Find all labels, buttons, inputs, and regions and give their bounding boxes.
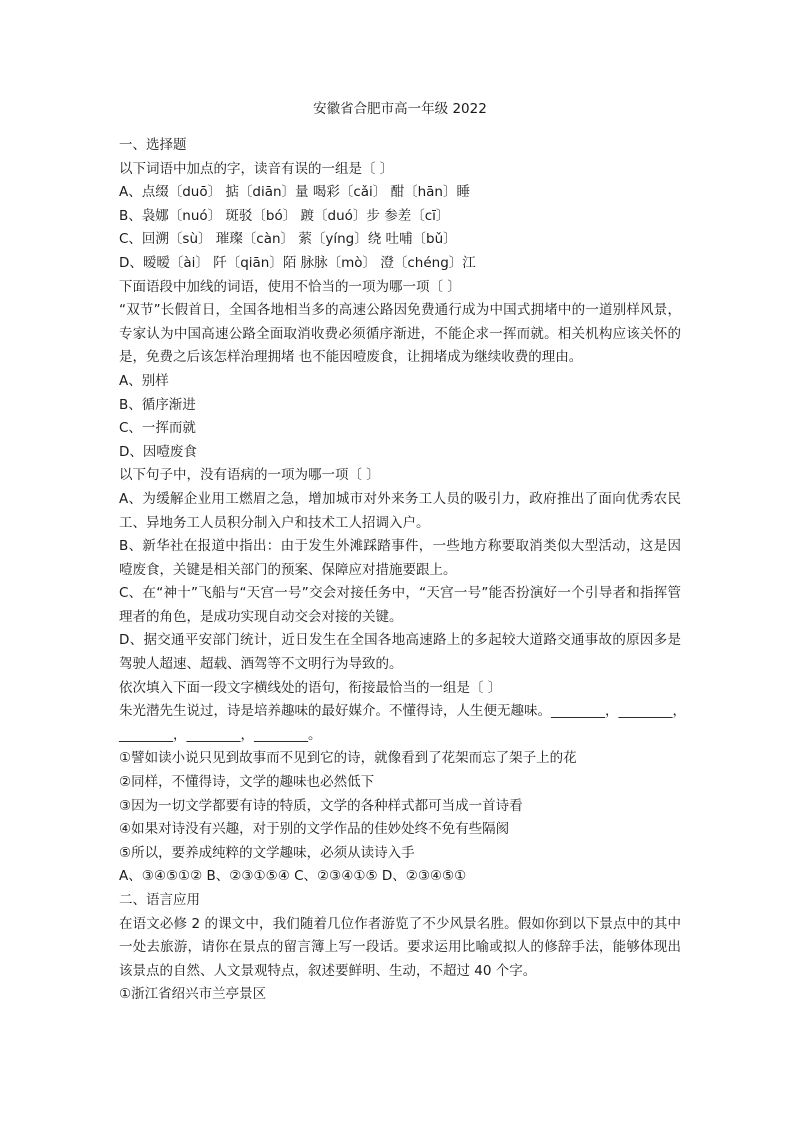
text-paragraph: “双节”长假首日，全国各地相当多的高速公路因免费通行成为中国式拥堵中的一道别样风景，专家认为中国高速公路全面取消收费必须循序渐进，不能企求一挥而就。相关机构应该关怀的是，免费之后该怎样治理拥堵 也不能因噎废食，让拥堵成为继续收费的理由。: [119, 302, 681, 366]
text-line: 依次填入下面一段文字横线处的语句，衔接最恰当的一组是〔 〕: [119, 679, 502, 696]
document-title: 安徽省合肥市高一年级 2022: [313, 101, 487, 117]
text-line: ③因为一切文学都要有诗的特质，文学的各种样式都可当成一首诗看: [119, 797, 523, 814]
text-line: D、暧暧〔ài〕 阡〔qiān〕陌 脉脉〔mò〕 澄〔chéng〕江: [119, 254, 476, 271]
text-line: B、袅娜〔nuó〕 斑驳〔bó〕 踱〔duó〕步 参差〔cī〕: [119, 207, 450, 224]
text-line: C、回溯〔sù〕 璀璨〔càn〕 萦〔yíng〕绕 吐哺〔bǔ〕: [119, 231, 457, 248]
text-line: ________，________，________。: [119, 726, 322, 743]
text-line: ①譬如读小说只见到故事而不见到它的诗，就像看到了花架而忘了架子上的花: [119, 750, 577, 767]
text-paragraph: A、为缓解企业用工燃眉之急，增加城市对外来务工人员的吸引力，政府推出了面向优秀农民工、异地务工人员积分制入户和技术工人招调入户。: [119, 490, 681, 531]
text-line: 一、选择题: [119, 137, 187, 153]
text-line: B、循序渐进: [119, 396, 196, 413]
text-line: A、别样: [119, 372, 169, 389]
text-line: ①浙江省绍兴市兰亭景区: [119, 986, 267, 1003]
text-line: C、一挥而就: [119, 420, 196, 437]
document-body: [119, 134, 686, 1007]
text-line: A、③④⑤①② B、②③①⑤④ C、②③④①⑤ D、②③④⑤①: [119, 868, 467, 885]
text-line: A、点缀〔duō〕 掂〔diān〕量 喝彩〔cǎi〕 酣〔hān〕睡: [119, 184, 470, 201]
text-line: ④如果对诗没有兴趣，对于别的文学作品的佳妙处终不免有些隔阂: [119, 821, 510, 838]
text-paragraph: C、在“神十”飞船与“天宫一号”交会对接任务中，“天宫一号”能否扮演好一个引导者和指挥管理者的角色，是成功实现自动交会对接的关键。: [119, 585, 681, 625]
text-line: 以下词语中加点的字，读音有误的一组是〔 〕: [119, 160, 394, 177]
text-line: 二、语言应用: [119, 892, 200, 908]
text-line: 以下句子中，没有语病的一项为哪一项〔 〕: [119, 467, 380, 484]
text-paragraph: D、据交通平安部门统计，近日发生在全国各地高速路上的多起较大道路交通事故的原因多是驾驶人超速、超载、酒驾等不文明行为导致的。: [119, 632, 681, 673]
text-line: ②同样，不懂得诗，文学的趣味也必然低下: [119, 774, 375, 791]
text-line: ⑤所以，要养成纯粹的文学趣味，必须从读诗入手: [119, 844, 415, 861]
text-line: 朱光潜先生说过，诗是培养趣味的最好媒介。不懂得诗，人生便无趣味。________，________，: [119, 703, 686, 720]
text-paragraph: 在语文必修 2 的课文中，我们随着几位作者游览了不少风景名胜。假如你到以下景点中的其中一处去旅游，请你在景点的留言簿上写一段话。要求运用比喻或拟人的修辞手法，能够体现出该景点的自然、人文景观特点，叙述要鲜明、生动，不超过 40 个字。: [119, 915, 681, 979]
text-paragraph: B、新华社在报道中指出：由于发生外滩踩踏事件，一些地方称要取消类似大型活动，这是因噎废食，关键是相关部门的预案、保障应对措施要跟上。: [119, 538, 681, 578]
text-line: D、因噎废食: [119, 443, 197, 460]
text-line: 下面语段中加线的词语，使用不恰当的一项为哪一项〔 〕: [119, 278, 461, 295]
